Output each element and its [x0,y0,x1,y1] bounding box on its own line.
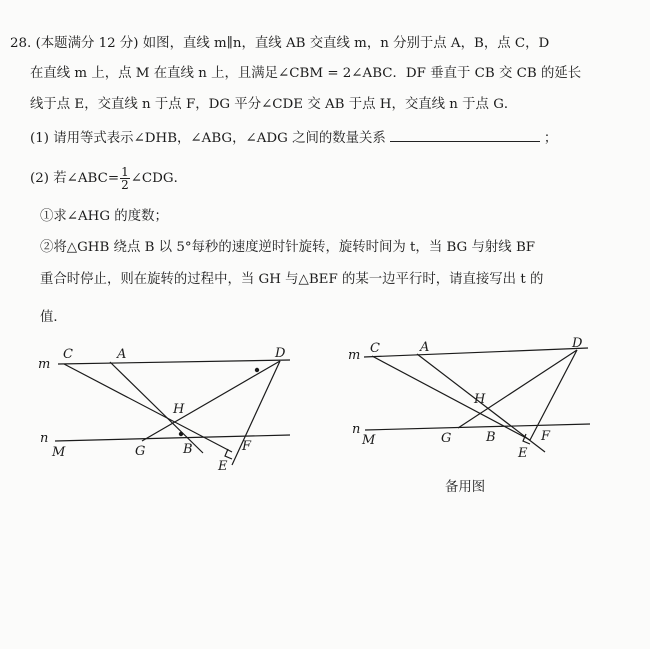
score-note: (本题满分 12 分) [35,36,139,51]
label-h-2: H [474,392,486,407]
label-d-2: D [572,336,583,351]
label-n-2: n [352,422,361,437]
label-f-2: F [541,429,551,444]
fraction-numerator: 1 [121,165,129,179]
label-a-1: A [117,347,127,362]
segment-dg-1 [142,361,280,441]
question-2-prefix: (2) 若∠ABC= [30,171,120,186]
line-n-2 [365,424,590,430]
angle-dot-b-1 [179,432,182,435]
label-c-1: C [63,347,73,362]
label-c-2: C [370,341,380,356]
label-e-2: E [518,446,528,461]
question-1-text: (1) 请用等式表示∠DHB，∠ABG，∠ADG 之间的数量关系 [30,131,386,146]
backup-figure-caption: 备用图 [445,480,486,495]
segment-df-2 [530,350,577,440]
stem-line-1: 如图，直线 m∥n，直线 AB 交直线 m，n 分别于点 A，B，点 C，D [142,36,550,51]
line-m-1 [58,360,290,364]
angle-dot-d-1 [255,368,258,371]
question-2a: ①求∠AHG 的度数； [40,209,168,224]
label-b-1: B [183,442,193,457]
label-m-2: m [348,348,361,363]
question-2-suffix: ∠CDG． [130,171,187,186]
question-2b-line-1: ②将△GHB 绕点 B 以 5°每秒的速度逆时针旋转，旋转时间为 t，当 BG 与射线 BF [40,240,536,255]
label-m-point-1: M [52,445,66,460]
stem-line-2: 在直线 m 上，点 M 在直线 n 上，且满足∠CBM = 2∠ABC．DF 垂直于 CB 交 CB 的延长 [30,66,582,81]
stem-line-3: 线于点 E，交直线 n 于点 F，DG 平分∠CDE 交 AB 于点 H，交直线 n 于点 G． [30,97,518,112]
line-n-1 [55,435,290,441]
segment-df-1 [232,361,280,465]
question-1-end: ； [543,131,558,146]
figure-1-labels [38,346,286,474]
segment-dg-2 [458,350,577,428]
question-2b-line-3: 值． [40,310,67,325]
label-e-1: E [218,459,228,474]
label-b-2: B [486,430,496,445]
label-f-1: F [242,439,252,454]
question-2b-line-2: 重合时停止，则在旋转的过程中，当 GH 与△BEF 的某一边平行时，请直接写出 t 的 [40,272,544,287]
line-m-2 [364,348,588,357]
label-a-2: A [420,340,430,355]
label-g-1: G [135,444,146,459]
label-m-point-2: M [362,433,376,448]
label-n-1: n [40,431,49,446]
figure-2-labels [348,336,583,461]
label-d-1: D [275,346,286,361]
label-g-2: G [441,431,452,446]
fraction-denominator: 2 [121,178,129,192]
problem-number: 28. [10,36,32,51]
label-h-1: H [173,402,185,417]
label-m-1: m [38,357,51,372]
